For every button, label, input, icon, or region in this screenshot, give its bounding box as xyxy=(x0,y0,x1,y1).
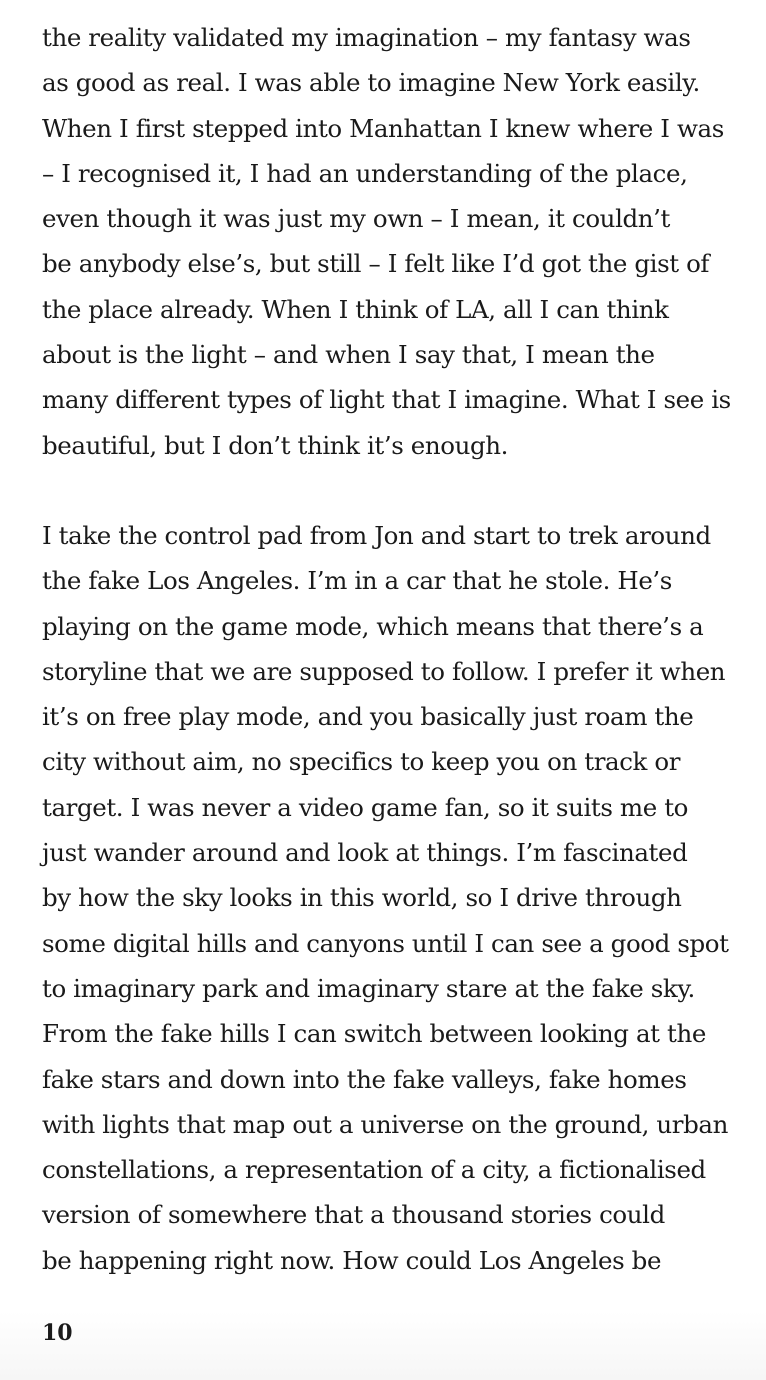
text-line: many different types of light that I imagine. What I see is xyxy=(42,385,731,415)
text-line: some digital hills and canyons until I can see a good spot xyxy=(42,928,729,958)
text-line: by how the sky looks in this world, so I drive through xyxy=(42,883,682,913)
text-line: – I recognised it, I had an understanding of the place, xyxy=(42,158,688,188)
text-line: even though it was just my own – I mean, it couldn’t xyxy=(42,204,670,234)
text-line: with lights that map out a universe on the ground, urban xyxy=(42,1109,728,1139)
text-line: target. I was never a video game fan, so it suits me to xyxy=(42,792,689,822)
text-line: version of somewhere that a thousand stories could xyxy=(42,1200,665,1230)
text-line: be happening right now. How could Los Angeles be xyxy=(42,1245,662,1275)
text-line: it’s on free play mode, and you basically just roam the xyxy=(42,702,694,732)
page-number: 10 xyxy=(42,1320,73,1346)
text-line: the place already. When I think of LA, all I can think xyxy=(42,294,669,324)
text-line: as good as real. I was able to imagine New York easily. xyxy=(42,68,700,98)
text-line: the fake Los Angeles. I’m in a car that he stole. He’s xyxy=(42,566,672,596)
text-line: fake stars and down into the fake valleys, fake homes xyxy=(42,1064,687,1094)
text-line: storyline that we are supposed to follow. I prefer it when xyxy=(42,656,726,686)
text-line: to imaginary park and imaginary stare at the fake sky. xyxy=(42,973,695,1003)
text-line: I take the control pad from Jon and start to trek around xyxy=(42,521,711,550)
text-line: playing on the game mode, which means that there’s a xyxy=(42,611,704,641)
text-line: just wander around and look at things. I’m fascinated xyxy=(42,838,688,868)
text-line: city without aim, no specifics to keep you on track or xyxy=(42,747,681,777)
paragraph xyxy=(42,15,742,468)
text-line: constellations, a representation of a city, a fictionalised xyxy=(42,1155,706,1185)
text-line: When I first stepped into Manhattan I knew where I was xyxy=(42,113,724,143)
text-line: From the fake hills I can switch between looking at the xyxy=(42,1019,706,1049)
text-line: beautiful, but I don’t think it’s enough. xyxy=(42,430,509,460)
paragraph xyxy=(42,513,742,1283)
text-line: the reality validated my imagination – my fantasy was xyxy=(42,23,691,52)
text-line: about is the light – and when I say that, I mean the xyxy=(42,340,655,370)
text-line: be anybody else’s, but still – I felt like I’d got the gist of xyxy=(42,249,710,279)
